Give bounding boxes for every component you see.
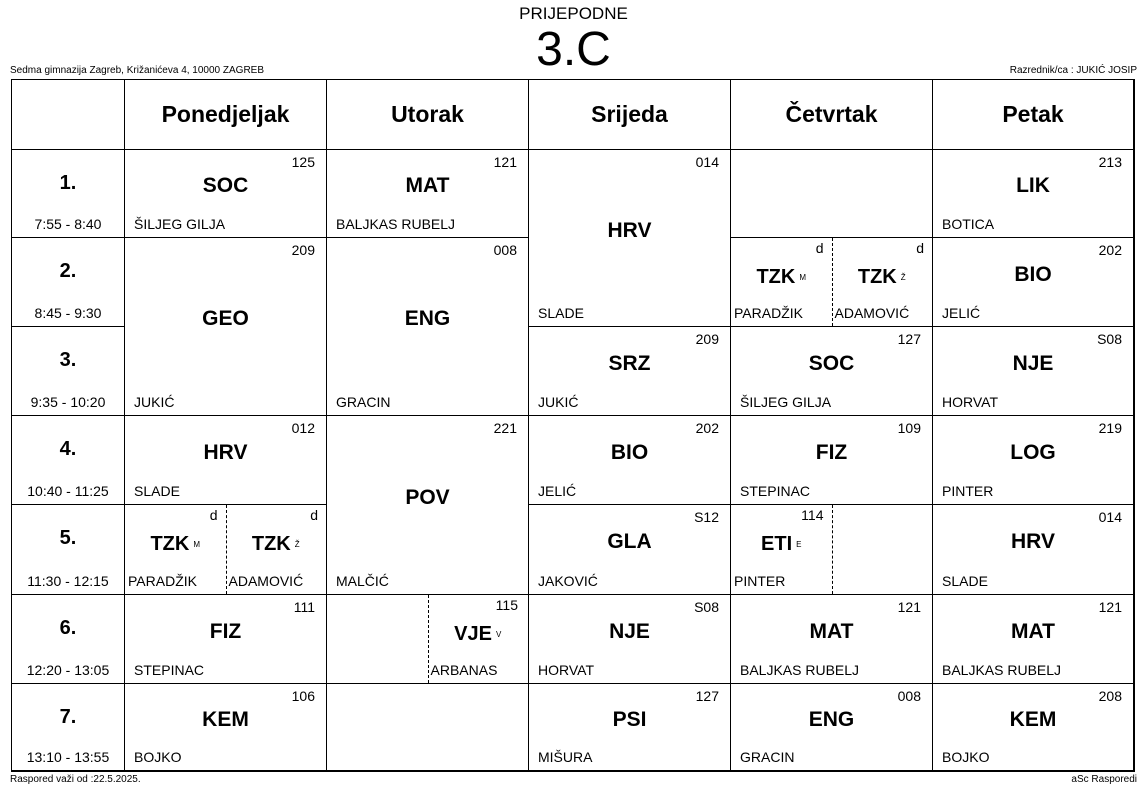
teacher-name: PARADŽIK [128,573,197,589]
room-number: 202 [695,420,719,436]
room-number: 221 [493,420,517,436]
subject-name: HRV [607,218,652,242]
teacher-name: ŠILJEG GILJA [740,394,832,410]
subject-name: TZK [150,533,190,555]
lesson-cell[interactable] [933,684,1134,771]
subject-code [529,219,730,243]
subject-name: TZK [756,266,796,288]
teacher-name: ŠILJEG GILJA [134,216,226,232]
room-number: 127 [695,688,719,704]
lesson-cell[interactable] [529,416,731,505]
empty-cell [327,684,529,771]
subject-name: PSI [612,707,647,731]
room-number: d [310,507,318,523]
subject-code [731,708,932,732]
room-number: S08 [1097,331,1122,347]
period-number: 2. [59,260,77,282]
lesson-cell[interactable] [933,416,1134,505]
lesson-half-left [731,238,833,326]
subject-code [529,708,730,732]
teacher-name: SLADE [942,573,988,589]
room-number: d [815,240,824,256]
homeroom-teacher: Razrednik/ca : JUKIĆ JOSIP [1009,65,1137,76]
teacher-name: JELIĆ [942,305,981,321]
software-brand: aSc Rasporedi [1071,774,1137,785]
room-number: d [209,507,218,523]
subject-code [731,352,932,376]
lesson-cell[interactable] [529,150,731,327]
subject-code [933,620,1133,644]
teacher-name: PINTER [942,483,994,499]
subject-name: ETI [761,533,793,555]
teacher-name: HORVAT [942,394,999,410]
room-number: S08 [694,599,719,615]
group-tag: V [495,630,502,640]
lesson-cell[interactable] [933,327,1134,416]
subject-name: VJE [454,623,492,645]
subject-name: BIO [610,440,649,464]
subject-code [731,441,932,465]
period-time: 8:45 - 9:30 [34,305,102,321]
subject-name: GEO [202,307,249,330]
subject-name: SOC [808,351,855,375]
lesson-cell[interactable] [933,595,1134,684]
period-cell [12,327,125,416]
lesson-cell[interactable] [933,505,1134,595]
teacher-name: JUKIĆ [134,394,175,410]
room-number: 008 [493,242,517,258]
subject-name: POV [405,485,450,509]
room-number: 115 [495,597,518,613]
lesson-cell[interactable] [529,505,731,595]
subject-code [125,620,326,644]
day-header: Srijeda [529,80,731,150]
subject-code [832,266,933,289]
period-cell [12,684,125,771]
teacher-name: BALJKAS RUBELJ [942,662,1062,678]
room-number: 106 [291,688,315,704]
lesson-cell[interactable] [731,416,933,505]
lesson-half-empty [327,595,429,683]
subject-name: FIZ [209,619,242,643]
room-number: d [916,240,924,256]
subject-code [226,533,327,556]
period-number: 3. [59,349,77,371]
room-number: 213 [1098,154,1122,170]
lesson-cell[interactable] [327,238,529,416]
subject-name: TZK [251,533,291,555]
lesson-half-left [731,505,833,594]
subject-name: HRV [1011,530,1055,553]
room-number: 219 [1098,420,1122,436]
subject-name: HRV [203,440,248,464]
room-number: 121 [897,599,921,615]
teacher-name: SLADE [134,483,180,499]
timetable-grid [11,79,1135,772]
subject-name: GLA [607,530,652,553]
lesson-cell[interactable] [125,416,327,505]
teacher-name: GRACIN [740,749,795,765]
subject-code [933,708,1133,732]
subject-code [125,174,326,198]
teacher-name: STEPINAC [134,662,205,678]
group-tag: M [799,273,807,283]
room-number: 209 [695,331,719,347]
lesson-half-left [125,505,227,594]
subject-code [529,530,730,554]
subject-code [327,486,528,510]
lesson-half-right [226,505,327,594]
room-number: 109 [897,420,921,436]
group-tag: Ž [900,273,906,283]
teacher-name: ARBANAS [430,662,498,678]
subject-code [731,620,932,644]
teacher-name: JELIĆ [538,483,577,499]
subject-name: LIK [1016,174,1050,197]
subject-code [125,307,326,331]
teacher-name: BOJKO [942,749,990,765]
lesson-cell[interactable] [327,150,529,238]
teacher-name: MALČIĆ [336,573,389,589]
lesson-cell[interactable] [529,327,731,416]
lesson-cell[interactable] [327,416,529,595]
period-time: 10:40 - 11:25 [27,483,109,499]
lesson-cell[interactable] [731,238,933,327]
lesson-cell[interactable] [933,238,1134,327]
subject-code [933,263,1133,287]
subject-name: KEM [202,707,249,731]
subject-code [933,530,1133,554]
subject-code [731,533,832,556]
room-number: 114 [801,507,824,523]
group-tag: Ž [294,540,300,550]
school-address: Sedma gimnazija Zagreb, Križanićeva 4, 10000 ZAGREB [10,65,265,76]
subject-name: ENG [404,307,451,330]
lesson-cell[interactable] [125,684,327,771]
teacher-name: BOJKO [134,749,182,765]
subject-name: NJE [609,619,650,643]
period-cell [12,505,125,595]
subject-code [529,441,730,465]
subject-code [327,307,528,331]
subject-name: KEM [1009,707,1057,731]
lesson-cell[interactable] [125,238,327,416]
period-number: 5. [59,527,77,549]
subject-code [933,441,1133,465]
teacher-name: STEPINAC [740,483,811,499]
lesson-cell[interactable] [125,595,327,684]
period-number: 1. [59,172,77,194]
lesson-cell[interactable] [125,505,327,595]
subject-name: BIO [1014,262,1052,286]
lesson-half-right [832,238,933,326]
subject-name: FIZ [815,440,848,464]
period-time: 11:30 - 12:15 [27,573,109,589]
period-time: 9:35 - 10:20 [30,394,106,410]
subject-name: TZK [857,266,897,288]
room-number: 012 [291,420,315,436]
period-number: 4. [59,438,77,460]
teacher-name: PINTER [734,573,786,589]
room-number: 008 [897,688,921,704]
lesson-cell[interactable] [731,595,933,684]
teacher-name: ADAMOVIĆ [228,573,304,589]
period-number: 7. [59,706,77,728]
subject-code [125,441,326,465]
shift-title: PRIJEPODNE [519,4,628,23]
subject-code [529,352,730,376]
lesson-cell[interactable] [731,505,933,595]
period-time: 12:20 - 13:05 [26,662,110,678]
day-header: Utorak [327,80,529,150]
subject-name: LOG [1010,440,1056,464]
subject-name: NJE [1012,351,1054,375]
lesson-half-right [428,595,529,683]
period-cell [12,595,125,684]
valid-from: Raspored važi od :22.5.2025. [10,774,141,785]
subject-code [125,708,326,732]
subject-name: MAT [1011,619,1055,643]
group-tag: M [193,540,201,550]
class-name: 3.C [536,23,611,76]
room-number: S12 [694,509,719,525]
period-cell [12,150,125,238]
corner-cell [12,80,125,150]
period-cell [12,416,125,505]
room-number: 121 [493,154,517,170]
lesson-cell[interactable] [327,595,529,684]
day-header: Četvrtak [731,80,933,150]
room-number: 111 [293,599,315,615]
day-header: Petak [933,80,1134,150]
room-number: 014 [1098,509,1122,525]
teacher-name: BOTICA [942,216,995,232]
lesson-cell[interactable] [933,150,1134,238]
lesson-cell[interactable] [731,684,933,771]
group-tag: E [796,540,802,550]
room-number: 202 [1098,242,1122,258]
subject-code [933,174,1133,198]
room-number: 209 [291,242,315,258]
subject-code [428,623,529,646]
teacher-name: SLADE [538,305,584,321]
subject-name: MAT [405,174,450,197]
subject-code [327,174,528,198]
subject-code [125,533,226,556]
room-number: 127 [897,331,921,347]
empty-cell [731,150,933,238]
subject-code [933,352,1133,376]
subject-name: SOC [202,174,249,197]
lesson-cell[interactable] [529,684,731,771]
subject-name: MAT [809,619,854,643]
teacher-name: JAKOVIĆ [538,573,598,589]
day-header: Ponedjeljak [125,80,327,150]
teacher-name: GRACIN [336,394,391,410]
room-number: 014 [695,154,719,170]
teacher-name: MIŠURA [538,749,593,765]
room-number: 121 [1098,599,1122,615]
subject-name: SRZ [608,351,651,375]
period-number: 6. [59,617,77,639]
teacher-name: PARADŽIK [734,305,803,321]
teacher-name: HORVAT [538,662,595,678]
period-time: 7:55 - 8:40 [34,216,102,232]
lesson-cell[interactable] [731,327,933,416]
teacher-name: BALJKAS RUBELJ [740,662,860,678]
lesson-cell[interactable] [529,595,731,684]
teacher-name: ADAMOVIĆ [834,305,910,321]
subject-code [731,266,832,289]
teacher-name: BALJKAS RUBELJ [336,216,456,232]
lesson-cell[interactable] [125,150,327,238]
subject-name: ENG [808,707,855,731]
room-number: 125 [291,154,315,170]
subject-code [529,620,730,644]
period-time: 13:10 - 13:55 [26,749,110,765]
teacher-name: JUKIĆ [538,394,579,410]
room-number: 208 [1098,688,1122,704]
period-cell [12,238,125,327]
